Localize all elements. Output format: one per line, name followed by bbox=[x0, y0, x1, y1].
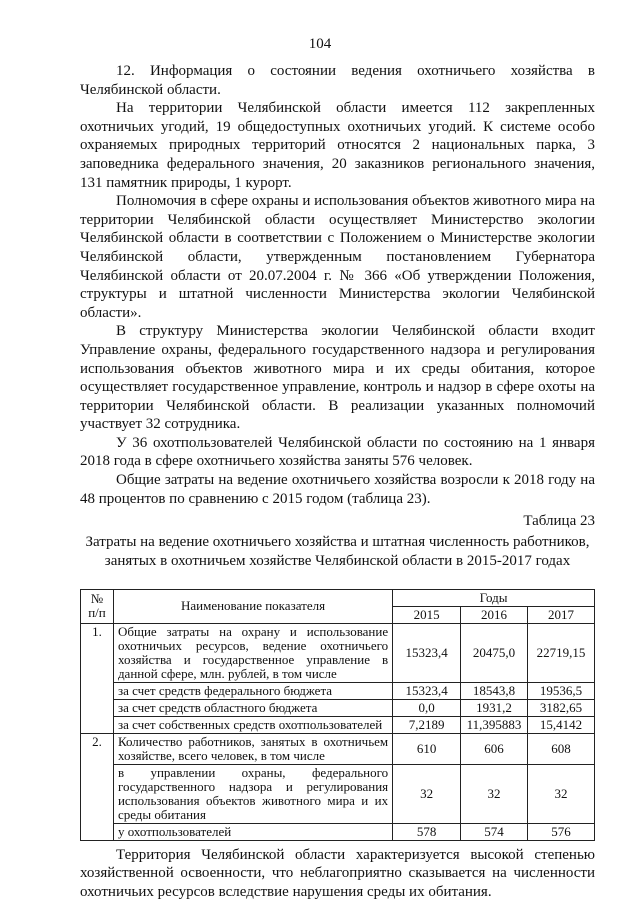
costs-table bbox=[80, 589, 595, 841]
table-row bbox=[81, 716, 595, 733]
row-value: 19536,5 bbox=[528, 682, 595, 699]
document-body bbox=[80, 62, 595, 902]
row-value: 608 bbox=[528, 733, 595, 764]
row-value: 15323,4 bbox=[393, 623, 461, 682]
row-value: 7,2189 bbox=[393, 716, 461, 733]
row-name: Общие затраты на охрану и использование охотничьих ресурсов, ведение охотничьего хозяйства и государственное управление в данной сфере, млн. рублей, в том числе bbox=[113, 623, 392, 682]
row-name: за счет собственных средств охотпользователей bbox=[113, 716, 392, 733]
row-name: в управлении охраны, федерального государственного надзора и регулирования использования объектов животного мира и их среды обитания bbox=[113, 764, 392, 823]
row-value: 18543,8 bbox=[461, 682, 528, 699]
header-year: 2017 bbox=[528, 606, 595, 623]
row-value: 3182,65 bbox=[528, 699, 595, 716]
paragraph: В структуру Министерства экологии Челябинской области входит Управление охраны, федерального государственного надзора и регулирования использования объектов животного мира и их среды обитания, которое осуществляет государственное управление, контроль и надзор в сфере охоты на территории Челябинской области. В реализации указанных полномочий участвует 32 сотрудника. bbox=[80, 323, 595, 433]
row-value: 0,0 bbox=[393, 699, 461, 716]
table-caption: Затраты на ведение охотничьего хозяйства и штатная численность работников, занятых в охотничьем хозяйстве Челябинской области в 2015-2017 годах bbox=[85, 533, 590, 569]
row-value: 576 bbox=[528, 823, 595, 840]
row-value: 610 bbox=[393, 733, 461, 764]
row-name: Количество работников, занятых в охотничьем хозяйстве, всего человек, в том числе bbox=[113, 733, 392, 764]
row-value: 32 bbox=[393, 764, 461, 823]
row-name: у охотпользователей bbox=[113, 823, 392, 840]
row-value: 32 bbox=[461, 764, 528, 823]
header-year: 2016 bbox=[461, 606, 528, 623]
row-value: 15323,4 bbox=[393, 682, 461, 699]
table-row bbox=[81, 699, 595, 716]
row-num: 2. bbox=[81, 733, 114, 840]
section-heading: 12. Информация о состоянии ведения охотничьего хозяйства в Челябинской области. bbox=[80, 63, 595, 98]
table-number: Таблица 23 bbox=[523, 513, 595, 530]
row-value: 11,395883 bbox=[461, 716, 528, 733]
paragraph: Общие затраты на ведение охотничьего хозяйства возросли к 2018 году на 48 процентов по сравнению с 2015 годом (таблица 23). bbox=[80, 472, 595, 507]
header-years: Годы bbox=[393, 589, 595, 606]
row-name: за счет средств федерального бюджета bbox=[113, 682, 392, 699]
table-row bbox=[81, 623, 595, 682]
paragraph: На территории Челябинской области имеется 112 закрепленных охотничьих угодий, 19 общедоступных охотничьих угодий. К системе особо охраняемых природных территорий относятся 2 национальных парка, 3 заповедника федерального значения, 20 заказников регионального значения, 131 памятник природы, 1 курорт. bbox=[80, 100, 595, 191]
header-num: № п/п bbox=[81, 589, 114, 623]
row-value: 20475,0 bbox=[461, 623, 528, 682]
closing-paragraph: Территория Челябинской области характеризуется высокой степенью хозяйственной освоенности, что неблагоприятно сказывается на численности охотничьих ресурсов вследствие нарушения среды их обитания. bbox=[80, 846, 595, 901]
row-value: 32 bbox=[528, 764, 595, 823]
paragraph: Полномочия в сфере охраны и использования объектов животного мира на территории Челябинской области осуществляет Министерство экологии Челябинской области в соответствии с Положением о Министерстве экологии Челябинской области, утвержденным постановлением Губернатора Челябинской области от 20.07.2004 г. № 366 «Об утверждении Положения, структуры и штатной численности Министерства экологии Челябинской области». bbox=[80, 193, 595, 321]
row-value: 578 bbox=[393, 823, 461, 840]
row-value: 15,4142 bbox=[528, 716, 595, 733]
table-row bbox=[81, 682, 595, 699]
table-row bbox=[81, 733, 595, 764]
paragraph: У 36 охотпользователей Челябинской области по состоянию на 1 января 2018 года в сфере охотничьего хозяйства заняты 576 человек. bbox=[80, 434, 595, 470]
header-name: Наименование показателя bbox=[113, 589, 392, 623]
table-header-row bbox=[81, 589, 595, 606]
row-value: 606 bbox=[461, 733, 528, 764]
table-row bbox=[81, 764, 595, 823]
row-value: 574 bbox=[461, 823, 528, 840]
row-value: 1931,2 bbox=[461, 699, 528, 716]
row-name: за счет средств областного бюджета bbox=[113, 699, 392, 716]
row-value: 22719,15 bbox=[528, 623, 595, 682]
table-row bbox=[81, 823, 595, 840]
page-number: 104 bbox=[308, 36, 332, 52]
header-year: 2015 bbox=[393, 606, 461, 623]
row-num: 1. bbox=[81, 623, 114, 733]
